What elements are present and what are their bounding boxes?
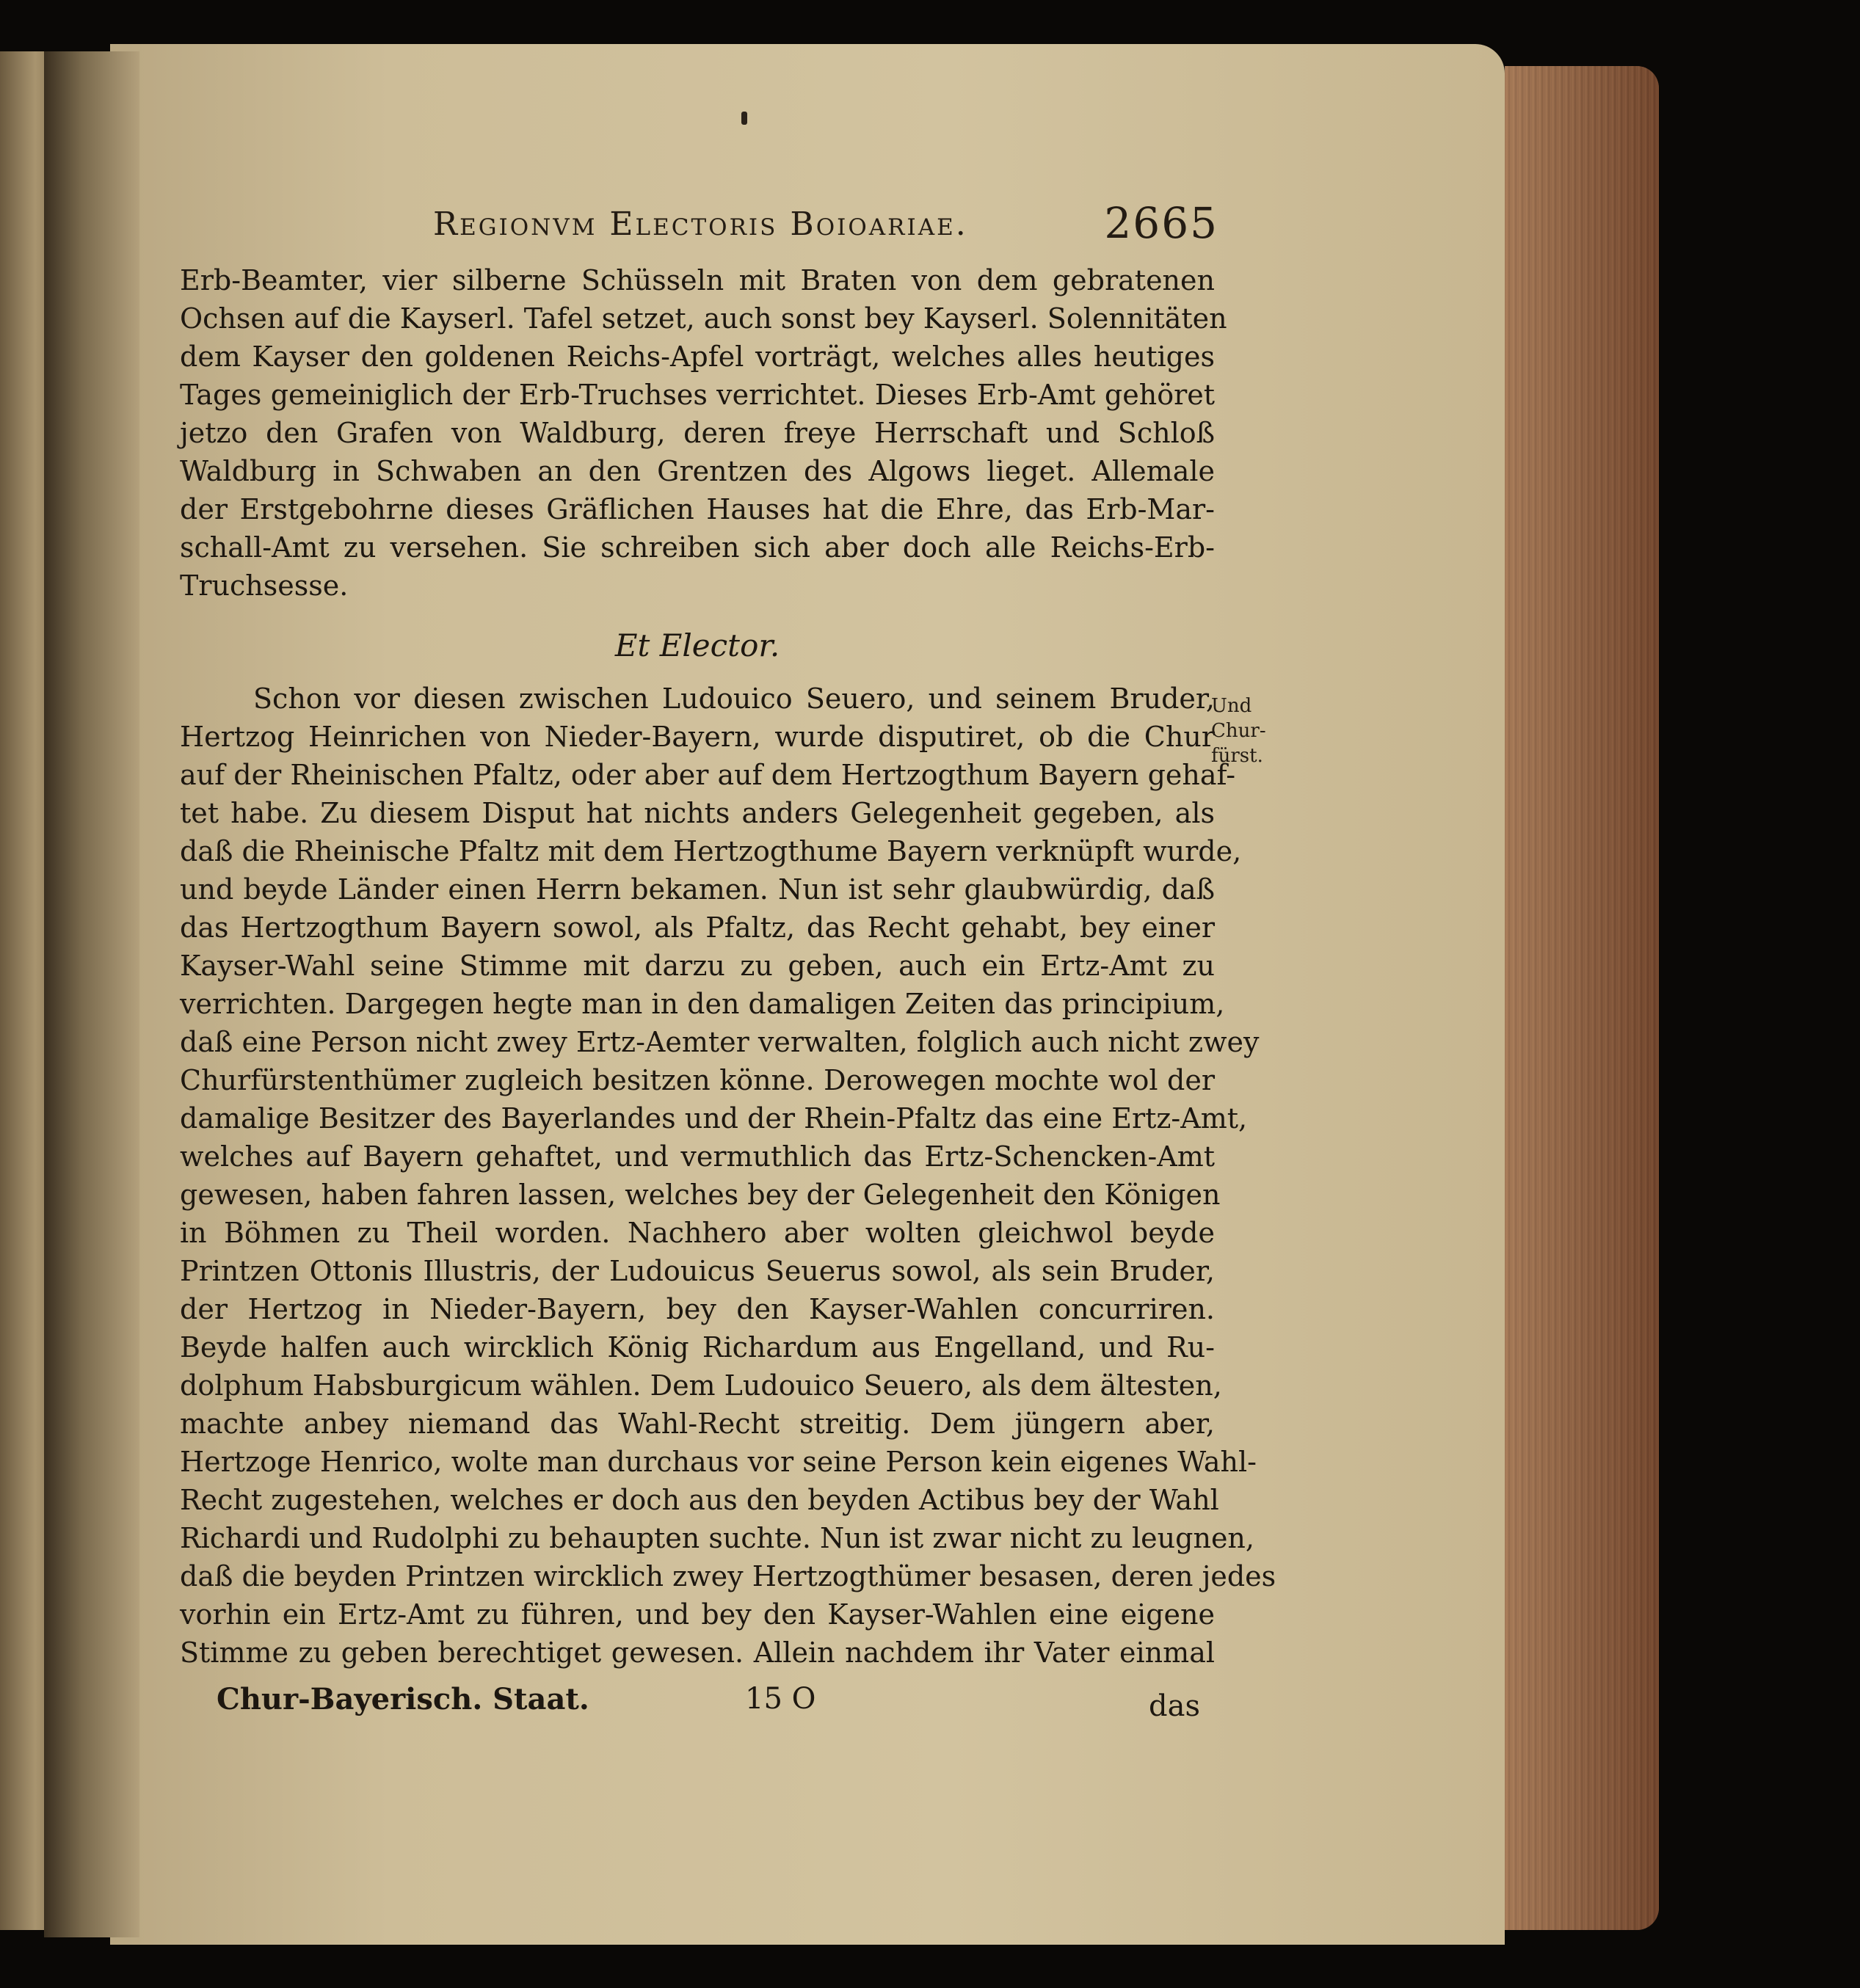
text-line: Truchsesse. bbox=[180, 569, 349, 602]
marginal-note-line: fürst. bbox=[1211, 745, 1263, 767]
section-heading: Et Elector. bbox=[614, 627, 780, 663]
text-line: Richardi und Rudolphi zu behaupten suchte. Nun ist zwar nicht zu leugnen, bbox=[180, 1522, 1254, 1554]
text-line: und beyde Länder einen Herrn bekamen. Nun ist sehr glaubwürdig, daß bbox=[180, 873, 1215, 906]
text-line: vorhin ein Ertz-Amt zu führen, und bey den Kayser-Wahlen eine eigene bbox=[180, 1598, 1215, 1631]
ink-speck bbox=[741, 112, 747, 125]
text-line: Hertzog Heinrichen von Nieder-Bayern, wurde disputiret, ob die Chur bbox=[180, 721, 1215, 753]
text-line: machte anbey niemand das Wahl-Recht streitig. Dem jüngern aber, bbox=[180, 1408, 1215, 1440]
running-title: Regionvm Electoris Boioariae. bbox=[433, 205, 968, 243]
text-line: der Hertzog in Nieder-Bayern, bey den Kayser-Wahlen concurriren. bbox=[180, 1293, 1215, 1325]
text-line: Stimme zu geben berechtiget gewesen. Allein nachdem ihr Vater einmal bbox=[180, 1636, 1215, 1669]
text-line: das Hertzogthum Bayern sowol, als Pfaltz, das Recht gehabt, bey einer bbox=[180, 911, 1215, 944]
text-line: dem Kayser den goldenen Reichs-Apfel vorträgt, welches alles heutiges bbox=[180, 341, 1215, 373]
signature-mark: Chur-Bayerisch. Staat. bbox=[217, 1682, 589, 1716]
page-footer bbox=[180, 1682, 1215, 1726]
text-line: Erb-Beamter, vier silberne Schüsseln mit Braten von dem gebratenen bbox=[180, 264, 1215, 296]
text-line: in Böhmen zu Theil worden. Nachhero aber wolten gleichwol beyde bbox=[180, 1217, 1215, 1249]
marginal-note bbox=[1211, 693, 1307, 768]
text-line: gewesen, haben fahren lassen, welches bey der Gelegenheit den Königen bbox=[180, 1179, 1221, 1211]
signature-code: 15 O bbox=[745, 1682, 816, 1716]
text-line: Tages gemeiniglich der Erb-Truchses verrichtet. Dieses Erb-Amt gehöret bbox=[180, 379, 1215, 411]
text-line: damalige Besitzer des Bayerlandes und der Rhein-Pfaltz das eine Ertz-Amt, bbox=[180, 1102, 1248, 1135]
page-edges-stack bbox=[1505, 66, 1659, 1930]
text-line: dolphum Habsburgicum wählen. Dem Ludouico Seuero, als dem ältesten, bbox=[180, 1369, 1222, 1402]
page-number: 2665 bbox=[1104, 198, 1218, 248]
text-line: der Erstgebohrne dieses Gräflichen Hauses hat die Ehre, das Erb-Mar- bbox=[180, 493, 1215, 525]
marginal-note-line: Und Chur- bbox=[1211, 695, 1266, 742]
text-line: welches auf Bayern gehaftet, und vermuthlich das Ertz-Schencken-Amt bbox=[180, 1140, 1215, 1173]
text-line: Churfürstenthümer zugleich besitzen könne. Derowegen mochte wol der bbox=[180, 1064, 1215, 1096]
catchword: das bbox=[1149, 1689, 1200, 1723]
gutter-shadow bbox=[44, 51, 139, 1937]
text-line: Ochsen auf die Kayserl. Tafel setzet, auch sonst bey Kayserl. Solennitäten bbox=[180, 302, 1227, 335]
text-line: tet habe. Zu diesem Disput hat nichts anders Gelegenheit gegeben, als bbox=[180, 797, 1215, 829]
text-line: daß die Rheinische Pfaltz mit dem Hertzogthume Bayern verknüpft wurde, bbox=[180, 835, 1242, 867]
text-line: schall-Amt zu versehen. Sie schreiben sich aber doch alle Reichs-Erb- bbox=[180, 531, 1215, 564]
text-line: Hertzoge Henrico, wolte man durchaus vor seine Person kein eigenes Wahl- bbox=[180, 1446, 1257, 1478]
text-line: daß eine Person nicht zwey Ertz-Aemter verwalten, folglich auch nicht zwey bbox=[180, 1026, 1260, 1058]
text-line: Waldburg in Schwaben an den Grentzen des Algows lieget. Allemale bbox=[180, 455, 1215, 487]
text-line: auf der Rheinischen Pfaltz, oder aber auf dem Hertzogthum Bayern gehaf- bbox=[180, 759, 1236, 791]
text-line: Recht zugestehen, welches er doch aus den beyden Actibus bey der Wahl bbox=[180, 1484, 1219, 1516]
running-header bbox=[433, 198, 1218, 257]
text-line: Beyde halfen auch wircklich König Richardum aus Engelland, und Ru- bbox=[180, 1331, 1215, 1363]
text-line: daß die beyden Printzen wircklich zwey Hertzogthümer besasen, deren jedes bbox=[180, 1560, 1276, 1592]
text-line: Kayser-Wahl seine Stimme mit darzu zu geben, auch ein Ertz-Amt zu bbox=[180, 950, 1215, 982]
text-line: jetzo den Grafen von Waldburg, deren freye Herrschaft und Schloß bbox=[180, 417, 1215, 449]
text-line: Schon vor diesen zwischen Ludouico Seuero, und seinem Bruder, bbox=[253, 682, 1215, 715]
text-line: verrichten. Dargegen hegte man in den damaligen Zeiten das principium, bbox=[180, 988, 1225, 1020]
text-line: Printzen Ottonis Illustris, der Ludouicus Seuerus sowol, als sein Bruder, bbox=[180, 1255, 1215, 1287]
